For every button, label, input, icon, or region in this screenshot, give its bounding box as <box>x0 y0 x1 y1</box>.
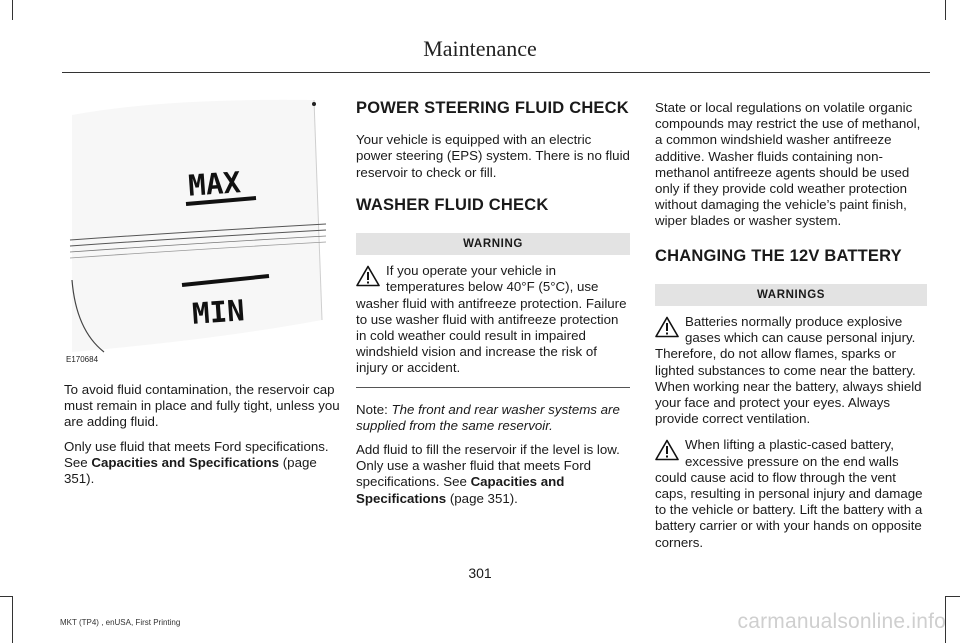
site-watermark: carmanualsonline.info <box>737 610 946 633</box>
battery-warning-1-text: Batteries normally produce explosive gases which can cause personal injury. Therefore, do not allow flames, sparks or lighted substances to come near the battery. When working near the battery, always shield your face and protect your eyes. Always provide correct ventilation. <box>655 314 922 427</box>
warning-triangle-icon <box>356 265 380 287</box>
warning-bar: WARNING <box>356 233 630 255</box>
crop-mark-bottom-left-h <box>0 596 12 597</box>
crop-mark-top-left <box>12 0 13 20</box>
note-text: The front and rear washer systems are supplied from the same reservoir. <box>356 401 620 433</box>
reservoir-level-figure <box>64 90 334 370</box>
battery-warning-2-text: When lifting a plastic-cased battery, excessive pressure on the end walls could cause acid to flow through the vent caps, resulting in personal injury and damage to the vehicle or battery. Lift the battery with a battery carrier or with your hands on opposite corners. <box>655 437 923 550</box>
page-number: 301 <box>468 565 492 581</box>
reservoir-illustration <box>64 90 334 370</box>
max-label: MAX <box>187 165 242 203</box>
washer-fluid-heading: WASHER FLUID CHECK <box>356 195 549 214</box>
warnings-bar: WARNINGS <box>655 284 927 306</box>
regulations-paragraph: State or local regulations on volatile organic compounds may restrict the use of methanol, a common windshield washer antifreeze additive. Washer fluids containing non-methanol antifreeze agents should be used only if they provide cold weather protection without damaging the vehicle’s paint finish, wiper blades or washer system. <box>655 100 921 229</box>
column-left <box>64 90 340 495</box>
washer-warning <box>356 263 630 376</box>
printing-info: MKT (TP4) , enUSA, First Printing <box>60 618 181 627</box>
ford-spec-text: Only use fluid that meets Ford specifications. See <box>64 438 329 470</box>
add-fluid-text: Add fluid to fill the reservoir if the level is low. Only use a washer fluid that meets Ford specifications. See <box>356 442 620 490</box>
contamination-paragraph: To avoid fluid contamination, the reservoir cap must remain in place and fully tight, unless you are adding fluid. <box>64 382 340 430</box>
crop-mark-bottom-left <box>12 596 13 643</box>
column-middle <box>356 90 630 515</box>
min-label: MIN <box>191 293 246 331</box>
battery-warning-2 <box>655 437 927 550</box>
warning-triangle-icon <box>655 439 679 461</box>
add-fluid-paragraph <box>356 442 630 507</box>
column-right <box>655 90 927 561</box>
washer-warning-text: If you operate your vehicle in temperatures below 40°F (5°C), use washer fluid with antifreeze protection. Failure to use washer fluid with antifreeze protection in cold weather could result in impaired windshield vision and increase the risk of injury or accident. <box>356 263 627 376</box>
battery-warning-1 <box>655 314 927 427</box>
ford-spec-paragraph <box>64 439 340 488</box>
note-label: Note: <box>356 401 388 417</box>
page-title: Maintenance <box>423 36 537 61</box>
capacities-link[interactable]: Capacities and Specifications <box>91 454 280 470</box>
figure-id: E170684 <box>66 354 99 364</box>
warning-triangle-icon <box>655 316 679 338</box>
warning-end-rule <box>356 387 630 388</box>
power-steering-heading: POWER STEERING FLUID CHECK <box>356 99 629 117</box>
note-paragraph <box>356 402 630 434</box>
add-fluid-page: (page 351). <box>446 490 518 506</box>
battery-heading: CHANGING THE 12V BATTERY <box>655 246 902 265</box>
power-steering-paragraph: Your vehicle is equipped with an electric power steering (EPS) system. There is no fluid reservoir to check or fill. <box>356 132 630 180</box>
crop-mark-top-right <box>945 0 946 20</box>
crop-mark-bottom-right-h <box>946 596 960 597</box>
ford-spec-page: (page 351). <box>64 454 317 487</box>
header-rule <box>62 72 930 73</box>
capacities-link-2[interactable]: Capacities and Specifications <box>356 474 565 506</box>
